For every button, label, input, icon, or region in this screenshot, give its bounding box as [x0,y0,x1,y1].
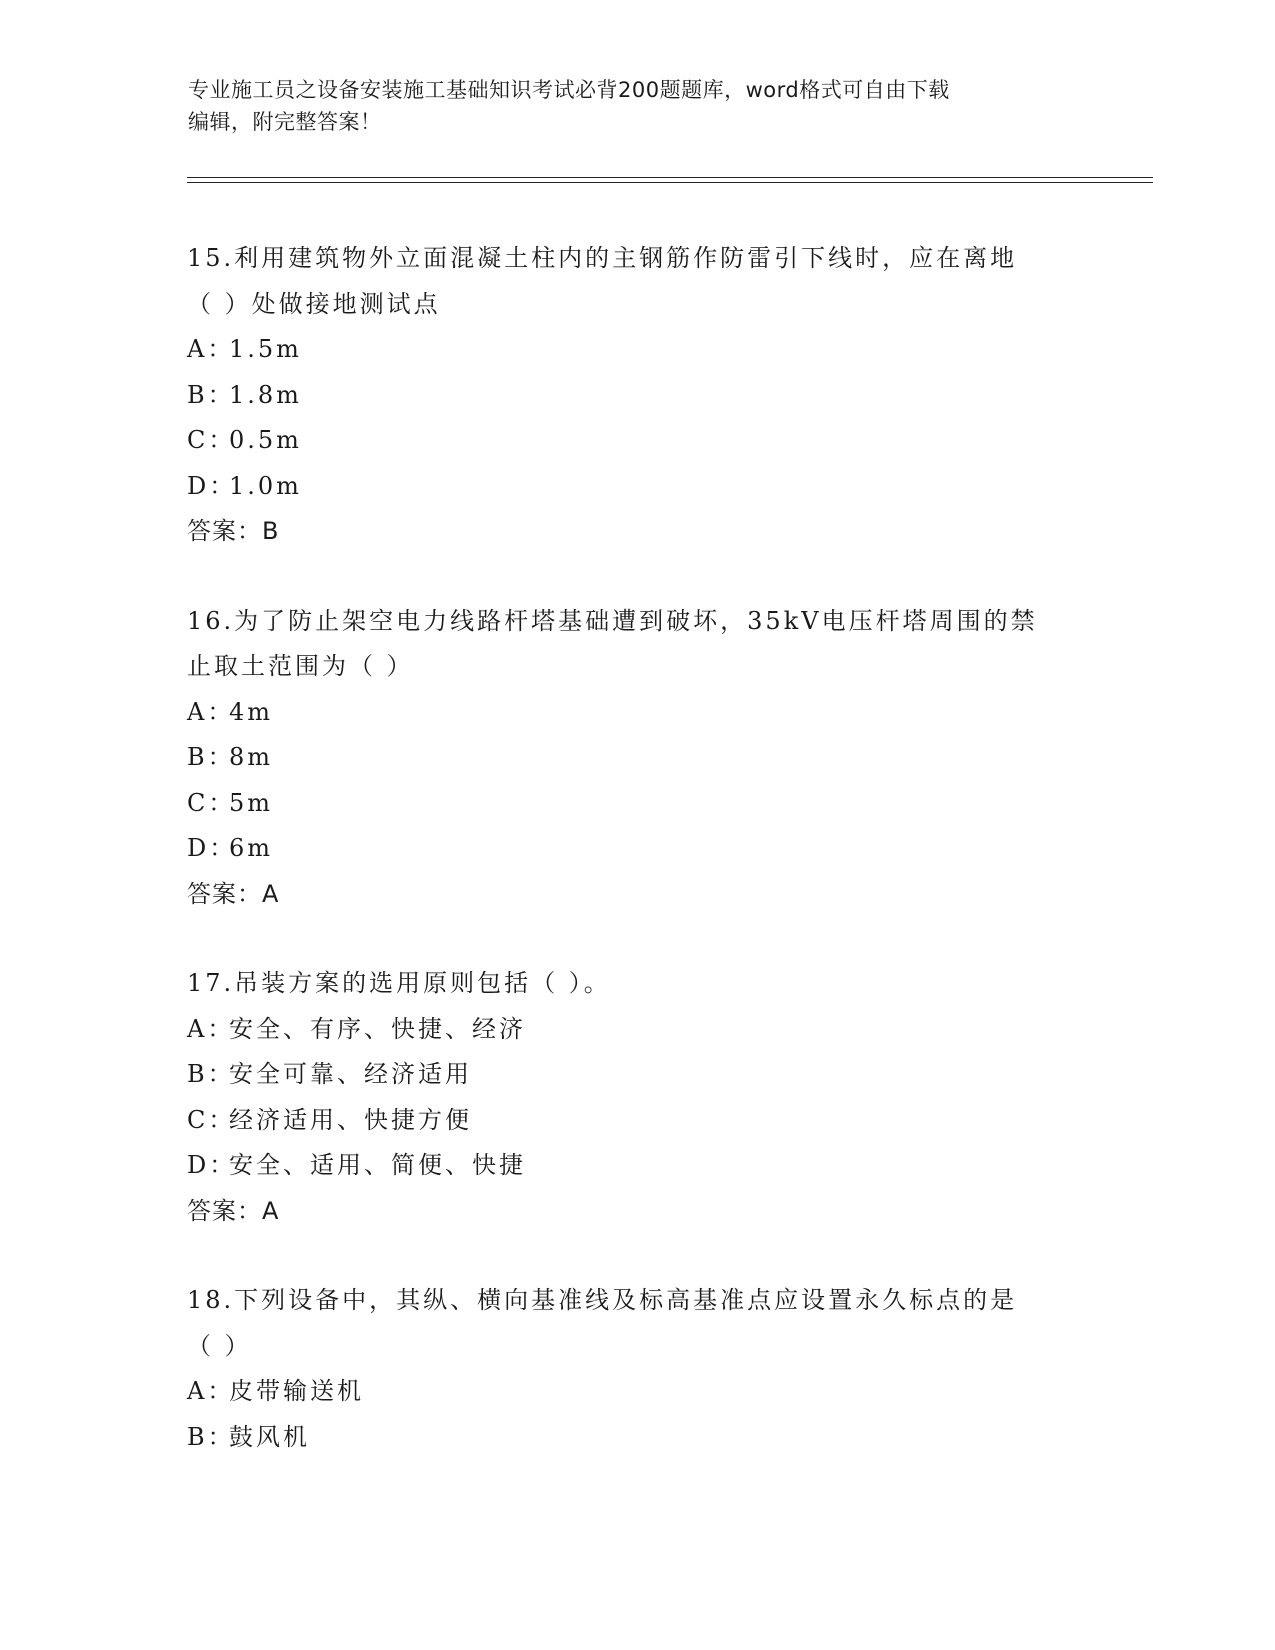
question-17 [187,961,1087,1234]
option-a [187,1369,1087,1415]
option-letter: B： [187,1060,235,1088]
question-stem-line: 16.为了防止架空电力线路杆塔基础遭到破坏，35kV电压杆塔周围的禁 [187,606,1038,635]
question-15 [187,236,1087,555]
option-text: 4m [229,697,274,726]
option-text: 0.5m [229,426,302,454]
option-a [187,327,1087,373]
header-line-2: 编辑，附完整答案！ [188,110,382,134]
option-letter: B： [187,743,235,771]
option-letter: A： [187,335,235,363]
option-b [187,373,1087,419]
option-c [187,418,1087,464]
option-letter: D： [187,471,237,500]
option-letter: C： [187,1105,236,1134]
question-stem-line: 18.下列设备中，其纵、横向基准线及标高基准点应设置永久标点的是 [187,1286,1018,1314]
question-stem-line: （ ） [187,1331,252,1360]
option-letter: A： [187,1014,235,1043]
option-letter: D： [187,834,237,862]
option-letter: D： [187,1151,237,1179]
option-letter: A： [187,697,235,726]
option-text: 1.8m [229,380,302,409]
option-text: 5m [229,788,274,817]
question-stem-line: （ ）处做接地测试点 [187,289,441,318]
question-stem-line: 17.吊装方案的选用原则包括（ ）。 [187,969,611,997]
header-divider-top [187,177,1153,178]
document-header [188,74,1068,138]
option-letter: C： [187,788,236,817]
option-c [187,1098,1087,1144]
option-text: 经济适用、快捷方便 [229,1105,472,1134]
option-c [187,781,1087,827]
option-a [187,1007,1087,1053]
option-d [187,1143,1087,1189]
option-text: 安全、适用、简便、快捷 [229,1151,526,1179]
answer-line: 答案：A [187,1196,280,1225]
option-b [187,1415,1087,1461]
option-text: 皮带输送机 [229,1377,364,1405]
option-d [187,826,1087,872]
header-line-1: 专业施工员之设备安装施工基础知识考试必背200题题库，word格式可自由下载 [188,78,950,102]
question-stem-line: 止取土范围为（ ） [187,652,414,680]
option-text: 1.0m [229,471,302,500]
option-text: 安全、有序、快捷、经济 [229,1014,526,1043]
option-letter: A： [187,1377,235,1405]
option-letter: B： [187,1422,235,1451]
option-text: 鼓风机 [229,1422,310,1451]
option-text: 1.5m [229,335,302,363]
option-letter: C： [187,426,236,454]
header-divider-bottom [187,182,1153,183]
answer-line: 答案：B [187,517,280,545]
question-18 [187,1278,1087,1460]
option-text: 安全可靠、经济适用 [229,1060,472,1088]
question-16 [187,599,1087,918]
option-text: 8m [229,743,274,771]
answer-line: 答案：A [187,879,280,908]
option-d [187,464,1087,510]
question-list [187,236,1087,1504]
option-text: 6m [229,834,274,862]
option-b [187,1052,1087,1098]
option-a [187,690,1087,736]
option-b [187,735,1087,781]
option-letter: B： [187,380,235,409]
question-stem-line: 15.利用建筑物外立面混凝土柱内的主钢筋作防雷引下线时，应在离地 [187,244,1018,272]
